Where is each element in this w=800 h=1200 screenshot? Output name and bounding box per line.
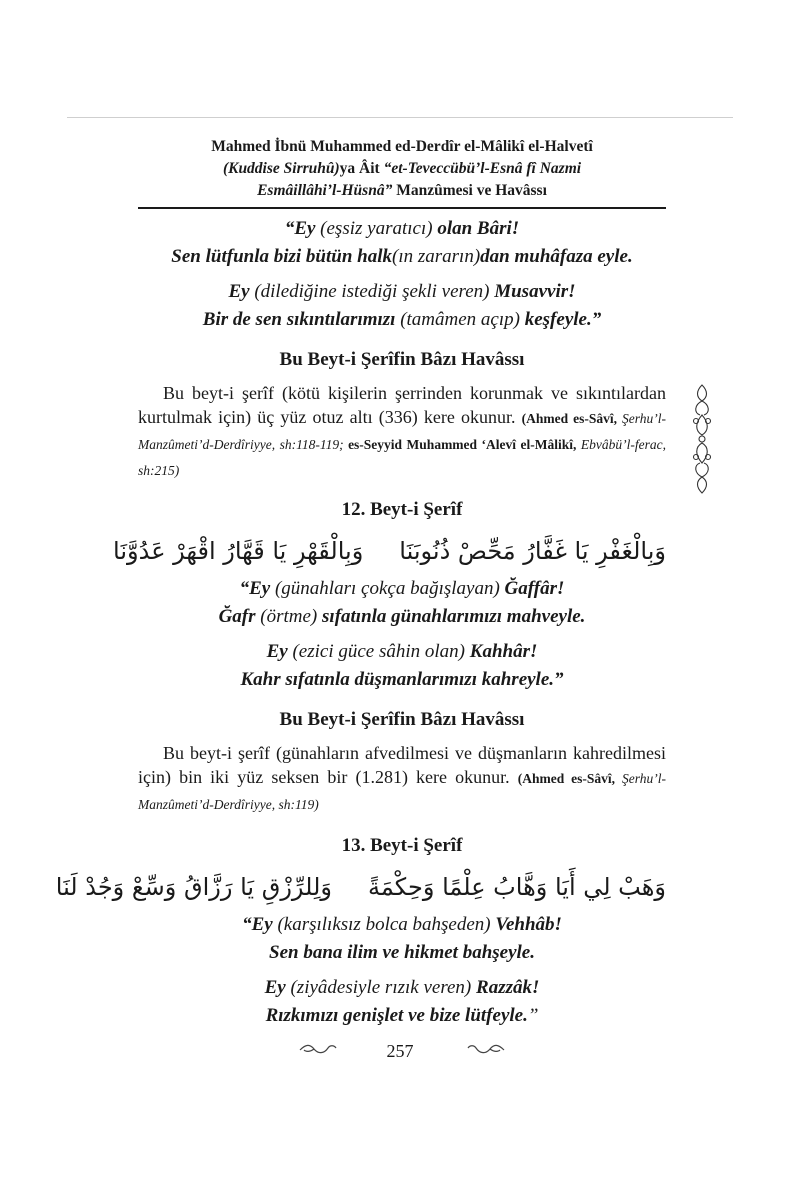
arabic-verse: وَبِالْغَفْرِ يَا غَفَّارُ مَحِّصْ ذُنُوبَنَاوَبِالْقَهْرِ يَا قَهَّارُ اقْهَرْ عَدُوَّنَا	[113, 537, 666, 565]
page-number: 257	[386, 1041, 414, 1061]
header-line-3: Esmâillâhi’l-Hüsnâ” Manzûmesi ve Havâssı	[257, 182, 547, 199]
page-footer	[280, 1040, 520, 1064]
flourish-right-icon	[466, 1042, 506, 1061]
header-line-1: Mahmed İbnü Muhammed ed-Derdîr el-Mâlikî el-Halvetî	[211, 138, 593, 155]
havass-paragraph: Bu beyt-i şerîf (kötü kişilerin şerrinden korunmak ve sıkıntılardan kurtulmak için) üç yüz otuz altı (336) kere okunur. (Ahmed es-Sâvî, Şerhu’l-Manzûmeti’d-Derdîriyye, sh:118-119; es-Seyyid Muhammed ‘Alevî el-Mâlikî, Ebvâbü’l-ferac, sh:215)	[138, 383, 667, 478]
verse-line: Sen lütfunla bizi bütün halk(ın zararın)dan muhâfaza eyle.	[171, 246, 633, 267]
beyt-heading: 12. Beyt-i Şerîf	[341, 499, 463, 520]
section-heading: Bu Beyt-i Şerîfin Bâzı Havâssı	[279, 349, 525, 370]
section-heading: Bu Beyt-i Şerîfin Bâzı Havâssı	[279, 709, 525, 730]
running-header	[138, 136, 666, 202]
verse-line: “Ey (eşsiz yaratıcı) olan Bâri!	[284, 218, 520, 239]
verse-line: Sen bana ilim ve hikmet bahşeyle.	[269, 942, 535, 963]
verse-translation-12	[138, 575, 666, 694]
verse-line: “Ey (karşılıksız bolca bahşeden) Vehhâb!	[242, 914, 562, 935]
top-rule	[67, 117, 733, 118]
verse-translation-11	[138, 215, 666, 334]
beyt-heading: 13. Beyt-i Şerîf	[341, 835, 463, 856]
verse-line: Ey (ezici güce sâhin olan) Kahhâr!	[266, 641, 538, 662]
verse-line: Rızkımızı genişlet ve bize lütfeyle.”	[265, 1005, 539, 1026]
verse-line: Ey (ziyâdesiyle rızık veren) Razzâk!	[264, 977, 540, 998]
verse-line: “Ey (günahları çokça bağışlayan) Ğaffâr!	[239, 578, 565, 599]
verse-line: Ey (dilediğine istediği şekli veren) Musavvir!	[228, 281, 576, 302]
arabic-verse: وَهَبْ لِي أَيَا وَهَّابُ عِلْمًا وَحِكْمَةًوَلِلرِّزْقِ يَا رَزَّاقُ وَسِّعْ وَجُدْ لَنَا	[55, 873, 666, 901]
havass-paragraph: Bu beyt-i şerîf (günahların afvedilmesi ve düşmanların kahredilmesi için) bin iki yüz seksen bir (1.281) kere okunur. (Ahmed es-Sâvî, Şerhu’l-Manzûmeti’d-Derdîriyye, sh:119)	[138, 743, 666, 812]
header-line-2: (Kuddise Sirruhû)ya Âit “et-Teveccübü’l-Esnâ fî Nazmi	[222, 160, 582, 177]
verse-line: Ğafr (örtme) sıfatınla günahlarımızı mahveyle.	[218, 606, 586, 627]
verse-line: Bir de sen sıkıntılarımızı (tamâmen açıp) keşfeyle.”	[202, 309, 602, 330]
verse-translation-13	[138, 911, 666, 1030]
verse-line: Kahr sıfatınla düşmanlarımızı kahreyle.”	[240, 669, 564, 690]
side-ornament-icon	[690, 383, 714, 500]
header-rule	[138, 207, 666, 209]
page-content	[55, 212, 667, 1030]
